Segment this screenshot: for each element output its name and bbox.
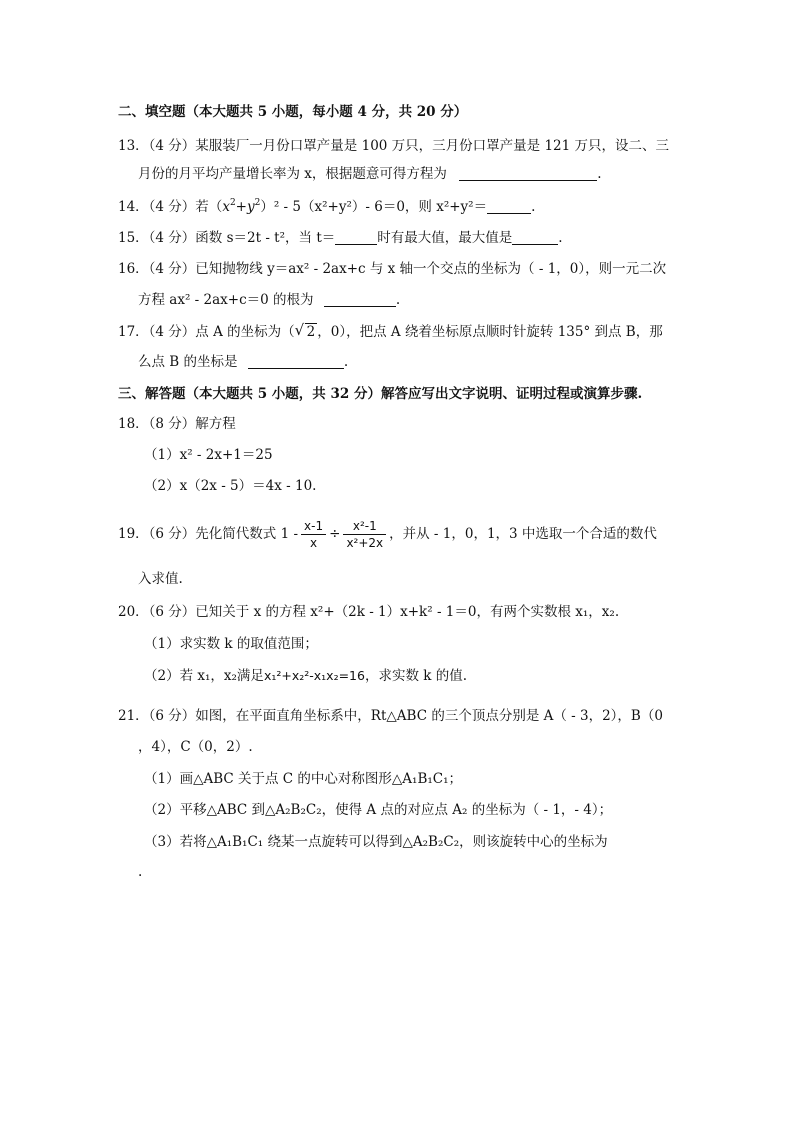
q15-line: 15．（4 分）函数 s＝2t - t²，当 t＝ 时有最大值，最大值是 . (118, 230, 563, 246)
fraction-1-denominator: x (310, 536, 318, 550)
q18-part1: （1）x² - 2x+1＝25 (144, 447, 273, 463)
q17-line1 (118, 322, 663, 342)
q19-line1 (118, 512, 657, 556)
q14-mid: ）² - 5（x²+y²）- 6＝0，则 x²+y²＝ (260, 199, 488, 215)
q17-answer-blank (248, 354, 344, 369)
fraction-2-denominator: x²+2x (346, 536, 384, 550)
q20-part2-b: ，求实数 k 的值. (364, 668, 468, 684)
q19-line2: 入求值. (138, 571, 183, 587)
section3-heading: 三、解答题（本大题共 5 小题，共 32 分）解答应写出文字说明、证明过程或演算步骤. (118, 386, 643, 402)
q20-condition-expression: x₁²+x₂²-x₁x₂=16 (263, 668, 365, 683)
q18-part2: （2）x（2x - 5）＝4x - 10. (144, 478, 317, 494)
q16-text: 方程 ax² - 2ax+c＝0 的根为 (138, 292, 314, 308)
q20-part2 (144, 666, 467, 686)
divide-sign: ÷ (329, 526, 341, 542)
q17-text-b: ，0），把点 A 绕着坐标原点顺时针旋转 135° 到点 B，那 (317, 324, 663, 340)
sqrt-radicand: 2 (306, 324, 316, 340)
q21-part3: （3）若将△A₁B₁C₁ 绕某一点旋转可以得到△A₂B₂C₂，则该旋转中心的坐标为 (144, 834, 608, 850)
q13-text: 月份的月平均产量增长率为 x，根据题意可得方程为 (138, 166, 447, 182)
q14-prefix: 14．（4 分）若（ (118, 199, 223, 215)
fraction-2-numerator: x²-1 (343, 518, 386, 535)
q14-line: 14．（4 分）若$(x^2+y^2)^2 - 5(x^2+y^2)-$ 6＝0，则 x²+y²＝ . (118, 198, 536, 215)
fraction-1 (301, 518, 326, 551)
q21-part3-end: . (138, 864, 143, 880)
q21-line1: 21．（6 分）如图，在平面直角坐标系中，Rt△ABC 的三个顶点分别是 A（ - 3，2），B（0 (118, 708, 663, 724)
q17-text-a: 17．（4 分）点 A 的坐标为（ (118, 324, 295, 340)
q20-part1: （1）求实数 k 的取值范围； (144, 636, 318, 652)
q17-text: 么点 B 的坐标是 (138, 354, 238, 370)
q17-line2: 么点 B 的坐标是 . (138, 354, 349, 370)
q16-line2: 方程 ax² - 2ax+c＝0 的根为 . (138, 292, 401, 308)
q15-text1: 15．（4 分）函数 s＝2t - t²，当 t＝ (118, 230, 336, 246)
q13-line1: 13．（4 分）某服装厂一月份口罩产量是 100 万只，三月份口罩产量是 121 万只，设二、三 (118, 138, 670, 154)
fraction-1-numerator: x-1 (301, 518, 326, 535)
q19-prefix: 19．（6 分）先化简代数式 1 - (118, 526, 299, 542)
q16-answer-blank (324, 292, 396, 307)
q15-text2: 时有最大值，最大值是 (377, 230, 513, 246)
sqrt-expression (295, 322, 318, 342)
section2-heading: 二、填空题（本大题共 5 小题，每小题 4 分，共 20 分） (118, 104, 468, 120)
q21-part2: （2）平移△ABC 到△A₂B₂C₂，使得 A 点的对应点 A₂ 的坐标为（ - 1，- 4）； (144, 802, 613, 818)
q16-line1: 16．（4 分）已知抛物线 y＝ax² - 2ax+c 与 x 轴一个交点的坐标为（ - 1，0），则一元二次 (118, 261, 667, 277)
q20-part2-a: （2）若 x₁，x₂满足 (144, 668, 264, 684)
q13-line2: 月份的月平均产量增长率为 x，根据题意可得方程为 . (138, 166, 602, 182)
q13-answer-blank (459, 166, 597, 181)
q15-blank1 (335, 230, 377, 245)
q21-line2: ，4），C（0，2）. (138, 739, 253, 755)
q21-part1: （1）画△ABC 关于点 C 的中心对称图形△A₁B₁C₁； (144, 771, 463, 787)
q19-suffix: ，并从 - 1，0，1，3 中选取一个合适的数代 (389, 526, 657, 542)
sqrt-icon: √ (294, 321, 305, 339)
fraction-2 (343, 518, 386, 551)
q14-answer-blank (487, 199, 531, 214)
q18-title: 18．（8 分）解方程 (118, 416, 236, 432)
q15-blank2 (512, 230, 558, 245)
q20-line1: 20．（6 分）已知关于 x 的方程 x²+（2k - 1）x+k² - 1＝0，有两个实数根 x₁，x₂. (118, 604, 620, 620)
